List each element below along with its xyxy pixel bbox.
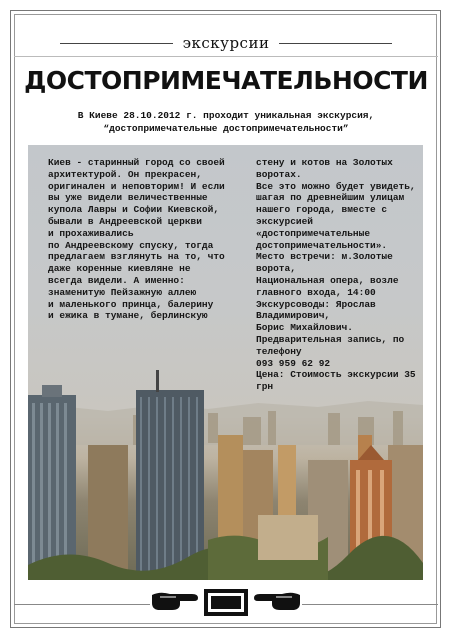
article-text-left: Киев - старинный город со своей архитектурой. Он прекрасен, оригинален и неповторим! И если вы уже видели величественные купола Лавры и Софии Киевской, бывали в Андреевской церкви и прохаживались по Андреевскому спуску, тогда предлагаем взглянуть на то, что даже коренные киевляне не всегда видели. А именно: знаменитую Пейзажную аллею и маленького принца, балерину и ежика в тумане, берлинскую <box>48 157 225 322</box>
header-rule-right <box>279 43 392 44</box>
section-header <box>60 33 392 53</box>
subtitle-line-2: “достопримечательные достопримечательности” <box>103 123 349 134</box>
header-rule-left <box>60 43 173 44</box>
price-info: Цена: Стоимость экскурсии 35 грн <box>256 369 416 393</box>
page-title: ДОСТОПРИМЕЧАТЕЛЬНОСТИ <box>24 66 428 95</box>
article-text-right-intro: стену и котов на Золотых воротах. Все это можно будет увидеть, шагая по древнейшим улицам нашего города, вместе с экскурсией «достопримечательные достопримечательности». <box>256 157 416 251</box>
meeting-point: Место встречи: м.Золотые ворота, Национальная опера, возле главного входа, 14:00 <box>256 251 399 298</box>
booking-info: Предварительная запись, по телефону 093 959 62 92 <box>256 333 405 369</box>
header-divider <box>14 56 438 57</box>
subtitle <box>40 109 412 135</box>
section-label: экскурсии <box>182 34 270 52</box>
pointing-hands-ornament-icon <box>150 585 302 619</box>
guides: Экскурсоводы: Ярослав Владимирович, Борис Михайлович. <box>256 298 376 334</box>
subtitle-line-1: В Киеве 28.10.2012 г. проходит уникальная экскурсия, <box>77 110 375 121</box>
article-column-right <box>256 157 426 393</box>
article-column-left <box>48 157 248 322</box>
